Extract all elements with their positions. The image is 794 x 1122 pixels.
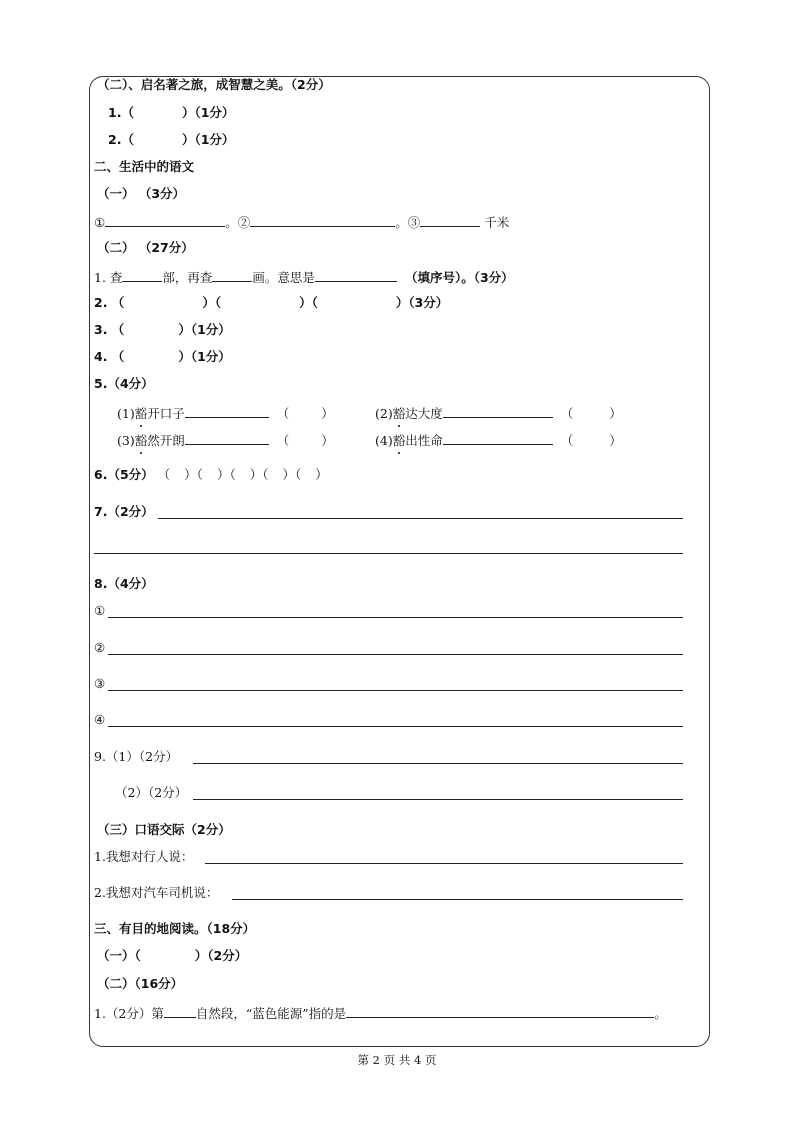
question-2-2 — [94, 295, 448, 311]
question-2-8: 8.（4分） — [94, 576, 154, 591]
paren-open: （ — [276, 406, 290, 421]
question-1-1 — [108, 105, 234, 121]
q5-blank-2[interactable] — [443, 404, 553, 418]
section-heading-classics: （二）、启名著之旅，成智慧之美。（2分） — [97, 77, 331, 92]
reading-part-1 — [97, 948, 247, 964]
question-2-7: 7.（2分） — [94, 504, 154, 519]
answer-blank-1[interactable] — [105, 213, 225, 227]
q2-2-open: 2. （ — [94, 295, 125, 310]
q2-3-end: ）（1分） — [178, 322, 231, 337]
stroke-blank[interactable] — [212, 268, 252, 282]
section-title-reading: 三、有目的地阅读。（18分） — [94, 921, 256, 936]
blue-energy-blank[interactable] — [346, 1004, 654, 1018]
q8-answer-line-1[interactable] — [108, 617, 683, 618]
q2-4-end: ）（1分） — [178, 349, 231, 364]
paren-close: ） — [609, 433, 622, 448]
paren-open: （ — [560, 406, 574, 421]
question-2-5-title: 5.（4分） — [94, 376, 154, 391]
unit-km: 千米 — [484, 215, 510, 230]
q8-answer-line-4[interactable] — [108, 726, 683, 727]
dotted-char: 豁 — [134, 406, 148, 421]
q5-item-3 — [117, 431, 334, 449]
q2-1-b: 部，再查 — [162, 270, 213, 285]
q1-1-close: ）（1分） — [181, 105, 235, 120]
paren-close: ） — [609, 406, 622, 421]
q1-1-open: 1.（ — [108, 105, 134, 120]
question-2-3 — [94, 322, 231, 338]
page-footer: 第 2 页 共 4 页 — [357, 1053, 437, 1067]
question-2-4 — [94, 349, 231, 365]
q5-item-2 — [375, 404, 622, 422]
answer-blank-3[interactable] — [420, 213, 480, 227]
question-2-9-2: （2）（2分） — [115, 785, 188, 800]
q2-2-c1: ）（ — [202, 295, 222, 310]
paren: （ — [157, 467, 171, 482]
paragraph-number-blank[interactable] — [164, 1004, 196, 1018]
dotted-char: 豁 — [392, 433, 406, 448]
dotted-char: 豁 — [392, 406, 406, 421]
reading-part-1-b: ）（2分） — [194, 948, 248, 963]
q5-item-2-num: (2) — [375, 406, 393, 421]
paren: ）（ — [282, 467, 302, 482]
q1-2-open: 2.（ — [108, 132, 134, 147]
paren: ）（ — [249, 467, 269, 482]
oral-line-1-answer[interactable] — [205, 863, 683, 864]
paren-open: （ — [560, 433, 574, 448]
circle-1: ① — [94, 215, 106, 230]
radical-blank[interactable] — [122, 268, 162, 282]
paren: ）（ — [184, 467, 203, 482]
answer-blank-2[interactable] — [250, 213, 395, 227]
part-2-title: （二） （27分） — [97, 240, 194, 255]
reading-part-1-a: （一）（ — [97, 948, 141, 963]
q8-mark-2: ② — [94, 640, 106, 655]
q8-answer-line-3[interactable] — [108, 690, 683, 691]
q1-2-close: ）（1分） — [181, 132, 235, 147]
q5-item-4-text: 出性命 — [405, 433, 443, 448]
q2-1-a: 1. 查 — [94, 270, 123, 285]
part-1-answers — [94, 213, 509, 231]
q2-2-end: ）（3分） — [395, 295, 449, 310]
question-2-1 — [94, 268, 514, 286]
q5-item-1-text: 开口子 — [147, 406, 185, 421]
q9-1-answer-line[interactable] — [193, 763, 683, 764]
q5-item-4 — [375, 431, 622, 449]
q8-mark-4: ④ — [94, 712, 106, 727]
q2-4-open: 4. （ — [94, 349, 125, 364]
dotted-char: 豁 — [134, 433, 148, 448]
q5-item-2-text: 达大度 — [405, 406, 443, 421]
paren-close: ） — [321, 406, 334, 421]
q7-answer-line-2[interactable] — [94, 553, 683, 554]
paren: ） — [315, 467, 328, 482]
q9-2-answer-line[interactable] — [193, 799, 683, 800]
sep-3: 。③ — [395, 215, 421, 230]
q8-answer-line-2[interactable] — [108, 654, 683, 655]
q7-answer-line-1[interactable] — [158, 518, 683, 519]
q2-2-c2: ）（ — [299, 295, 318, 310]
q5-blank-3[interactable] — [185, 431, 269, 445]
section-title-chinese-in-life: 二、生活中的语文 — [94, 159, 195, 174]
q5-item-3-num: (3) — [117, 433, 135, 448]
rq1-b: 自然段，“蓝色能源”指的是 — [195, 1006, 347, 1021]
paren: ）（ — [216, 467, 236, 482]
q2-6-num: 6.（5分） — [94, 467, 154, 482]
oral-line-2-label: 2.我想对汽车司机说： — [94, 885, 219, 900]
paren-close: ） — [321, 433, 334, 448]
question-2-9-1: 9.（1）（2分） — [94, 749, 179, 764]
rq1-a: 1.（2分）第 — [94, 1006, 164, 1021]
q5-blank-1[interactable] — [185, 404, 269, 418]
oral-line-2-answer[interactable] — [232, 899, 683, 900]
q5-item-1-num: (1) — [117, 406, 135, 421]
reading-part-2-title: （二）（16分） — [97, 976, 184, 991]
q5-item-1 — [117, 404, 334, 422]
q2-1-d: （填序号）。（3分） — [404, 270, 514, 285]
part-3-title: （三）口语交际（2分） — [97, 822, 231, 837]
reading-question-1 — [94, 1004, 667, 1022]
q5-item-4-num: (4) — [375, 433, 393, 448]
question-2-6 — [94, 467, 328, 483]
q5-item-3-text: 然开朗 — [147, 433, 185, 448]
q8-mark-1: ① — [94, 603, 106, 618]
meaning-blank[interactable] — [315, 268, 397, 282]
q2-1-c: 画。意思是 — [252, 270, 315, 285]
q8-mark-3: ③ — [94, 676, 106, 691]
sep-2: 。② — [225, 215, 251, 230]
rq1-end: 。 — [654, 1006, 667, 1021]
q2-3-open: 3. （ — [94, 322, 125, 337]
q5-blank-4[interactable] — [443, 431, 553, 445]
part-1-title: （一） （3分） — [97, 186, 186, 201]
paren-open: （ — [276, 433, 290, 448]
question-1-2 — [108, 132, 234, 148]
oral-line-1-label: 1.我想对行人说： — [94, 849, 194, 864]
